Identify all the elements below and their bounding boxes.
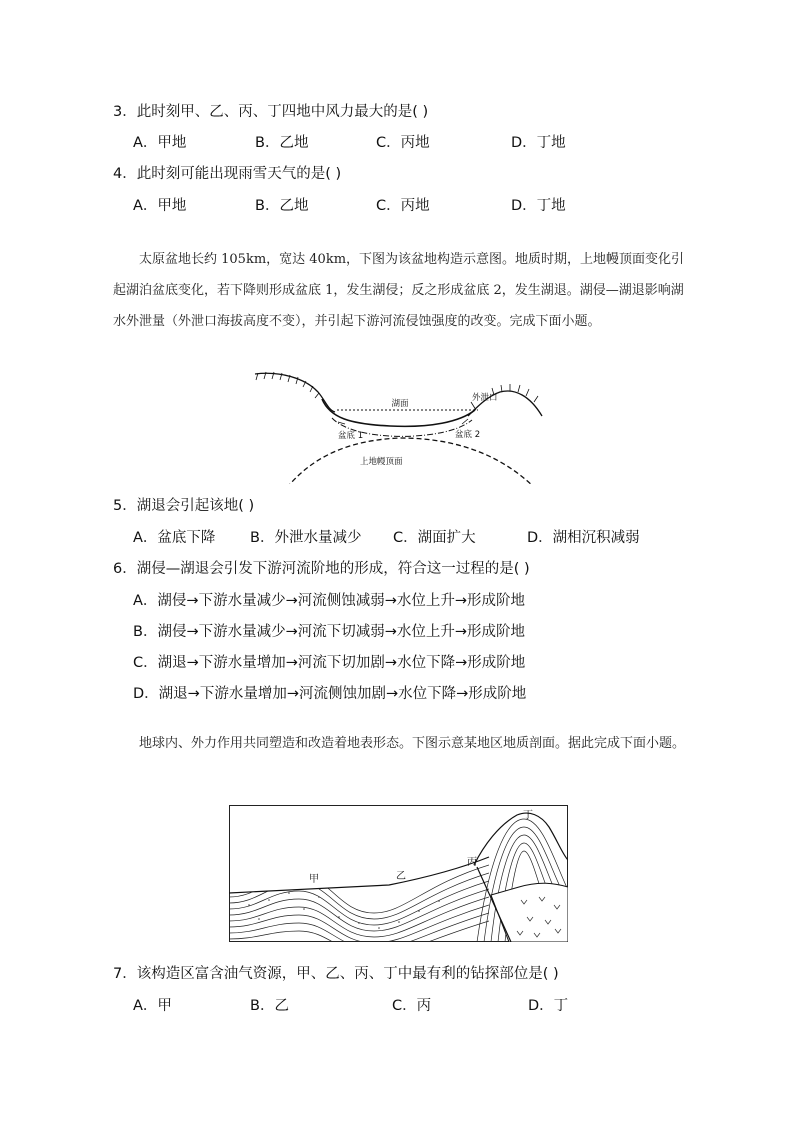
mantle-top-line: [282, 438, 535, 484]
left-hill: [255, 373, 335, 412]
q7-option-d: D．丁: [528, 998, 569, 1014]
question-6-stem: 6．湖侵—湖退会引发下游河流阶地的形成，符合这一过程的是( ): [113, 561, 530, 577]
q6-option-a: A．湖侵→下游水量减少→河流侧蚀减弱→水位上升→形成阶地: [133, 593, 526, 609]
q4-option-a: A．甲地: [133, 198, 187, 214]
passage-geologic-section-text: 地球内、外力作用共同塑造和改造着地表形态。下图示意某地区地质剖面。据此完成下面小题。: [139, 736, 686, 751]
q7-option-a: A．甲: [133, 998, 172, 1014]
q3-option-a: A．甲地: [133, 135, 187, 151]
passage-taiyuan-basin: [113, 244, 691, 337]
q3-option-b: B．乙地: [255, 135, 309, 151]
q4-option-c: C．丙地: [376, 198, 430, 214]
lake-surface-label: 湖面: [391, 399, 409, 409]
mantle-label: 上地幔顶面: [360, 457, 403, 467]
location-bing: 丙: [467, 857, 477, 868]
outlet-pointer: [471, 402, 476, 410]
q3-option-d: D．丁地: [511, 135, 566, 151]
q7-option-c: C．丙: [392, 998, 432, 1014]
outlet-label: 外泄口: [472, 393, 498, 403]
basin1-pointer: [338, 422, 345, 424]
location-yi: 乙: [396, 871, 406, 882]
basin1-label: 盆底 1: [338, 431, 364, 441]
q6-option-c: C．湖退→下游水量增加→河流下切加剧→水位下降→形成阶地: [133, 655, 526, 671]
q3-option-c: C．丙地: [376, 135, 430, 151]
question-5-stem: 5．湖退会引起该地( ): [113, 498, 255, 514]
q7-option-b: B．乙: [250, 998, 289, 1014]
q6-option-d: D．湖退→下游水量增加→河流侧蚀加剧→水位下降→形成阶地: [133, 686, 527, 702]
passage-taiyuan-basin-text: 太原盆地长约 105km，宽达 40km，下图为该盆地构造示意图。地质时期，上地幔顶面变化引起湖泊盆底变化，若下降则形成盆底 1，发生湖侵；反之形成盆底 2，发生湖退。湖侵—湖退影响湖水外泄量（外泄口海拔高度不变），并引起下游河流侵蚀强度的改变。完成下面小题。: [113, 252, 685, 329]
q5-option-c: C．湖面扩大: [393, 530, 476, 546]
question-3-stem: 3．此时刻甲、乙、丙、丁四地中风力最大的是( ): [113, 104, 429, 120]
q4-option-d: D．丁地: [511, 198, 566, 214]
geologic-section-diagram: [229, 805, 568, 942]
q6-option-b: B．湖侵→下游水量减少→河流下切减弱→水位上升→形成阶地: [133, 624, 526, 640]
basin-structure-diagram: [250, 366, 550, 484]
question-7-stem: 7．该构造区富含油气资源，甲、乙、丙、丁中最有利的钻探部位是( ): [113, 966, 559, 982]
q4-option-b: B．乙地: [255, 198, 309, 214]
q5-option-b: B．外泄水量减少: [250, 530, 362, 546]
q5-option-d: D．湖相沉积减弱: [527, 530, 640, 546]
basin2-label: 盆底 2: [455, 430, 481, 440]
location-ding: 丁: [523, 810, 533, 821]
location-jia: 甲: [309, 874, 319, 885]
passage-geologic-section: [113, 728, 691, 759]
q5-option-a: A．盆底下降: [133, 530, 216, 546]
question-4-stem: 4．此时刻可能出现雨雪天气的是( ): [113, 166, 342, 182]
